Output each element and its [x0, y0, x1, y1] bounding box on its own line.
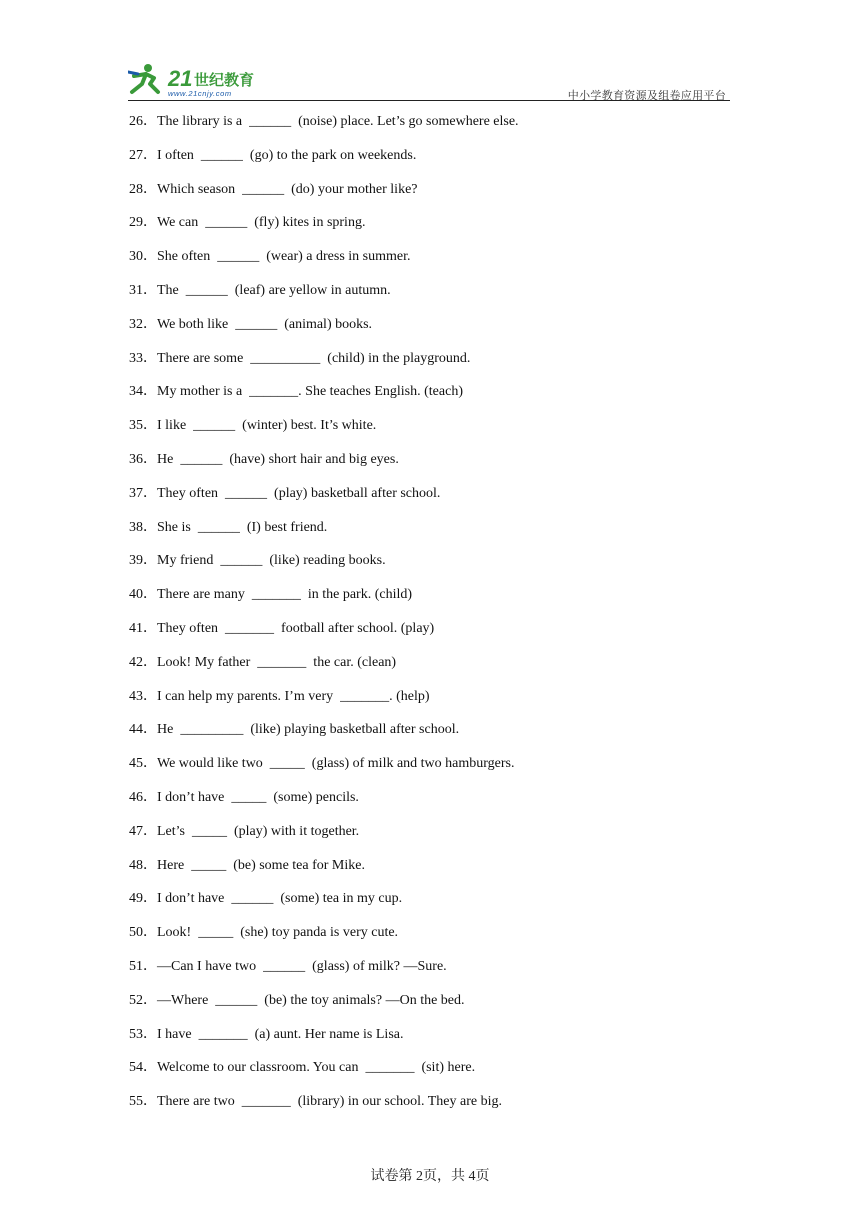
question-text: She is ______ (I) best friend. — [157, 519, 328, 535]
question-item — [129, 517, 749, 551]
question-number: 41． — [129, 620, 157, 636]
question-number: 46． — [129, 789, 157, 805]
question-item — [129, 111, 749, 145]
question-item — [129, 1091, 749, 1125]
question-item — [129, 1057, 749, 1091]
question-text: They often ______ (play) basketball after school. — [157, 485, 441, 501]
question-number: 28． — [129, 181, 157, 197]
question-number: 55． — [129, 1094, 157, 1110]
question-number: 51． — [129, 958, 157, 974]
question-text: My mother is a _______. She teaches English. (teach) — [157, 384, 463, 400]
question-item — [129, 787, 749, 821]
question-number: 48． — [129, 857, 157, 873]
site-logo — [128, 62, 278, 98]
question-number: 26． — [129, 114, 157, 129]
logo-url: www.21cnjy.com — [168, 89, 232, 98]
question-text: We can ______ (fly) kites in spring. — [157, 215, 366, 231]
question-number: 42． — [129, 654, 157, 670]
question-text: —Can I have two ______ (glass) of milk? —Sure. — [157, 958, 447, 974]
question-text: I don’t have ______ (some) tea in my cup. — [157, 891, 403, 907]
question-item — [129, 584, 749, 618]
page-header — [128, 62, 730, 102]
question-number: 52． — [129, 992, 157, 1008]
question-text: My friend ______ (like) reading books. — [157, 553, 386, 569]
question-item — [129, 179, 749, 213]
question-text: The ______ (leaf) are yellow in autumn. — [157, 282, 391, 298]
question-number: 36． — [129, 451, 157, 467]
svg-text:21: 21 — [168, 66, 193, 91]
question-number: 33． — [129, 350, 157, 366]
question-item — [129, 888, 749, 922]
question-item — [129, 314, 749, 348]
question-number: 31． — [129, 282, 157, 298]
page-footer: 试卷第 2页，共 4页 — [370, 1169, 490, 1184]
question-text: He _________ (like) playing basketball after school. — [157, 722, 460, 738]
question-number: 29． — [129, 215, 157, 231]
question-item — [129, 855, 749, 889]
question-text: —Where ______ (be) the toy animals? —On the bed. — [157, 992, 465, 1008]
question-text: I like ______ (winter) best. It’s white. — [157, 418, 377, 434]
question-text: There are many _______ in the park. (child) — [157, 587, 413, 603]
question-text: Welcome to our classroom. You can _______ (sit) here. — [157, 1060, 476, 1076]
question-item — [129, 449, 749, 483]
question-item — [129, 990, 749, 1024]
question-item — [129, 145, 749, 179]
question-number: 34． — [129, 384, 157, 400]
question-number: 44． — [129, 722, 157, 738]
question-number: 45． — [129, 756, 157, 772]
question-item — [129, 550, 749, 584]
question-item — [129, 719, 749, 753]
question-item — [129, 753, 749, 787]
question-item — [129, 483, 749, 517]
question-item — [129, 280, 749, 314]
question-number: 35． — [129, 418, 157, 434]
question-text: I can help my parents. I’m very _______. (help) — [157, 688, 430, 704]
question-text: We both like ______ (animal) books. — [157, 316, 373, 332]
question-number: 47． — [129, 823, 157, 839]
question-text: He ______ (have) short hair and big eyes. — [157, 451, 399, 467]
question-item — [129, 212, 749, 246]
question-item — [129, 381, 749, 415]
question-text: There are two _______ (library) in our school. They are big. — [157, 1094, 502, 1110]
question-text: Here _____ (be) some tea for Mike. — [157, 857, 365, 873]
question-text: Let’s _____ (play) with it together. — [157, 823, 360, 839]
question-text: There are some __________ (child) in the playground. — [157, 350, 471, 366]
question-item — [129, 415, 749, 449]
question-number: 40． — [129, 587, 157, 603]
question-text: Which season ______ (do) your mother like? — [157, 181, 418, 197]
question-number: 38． — [129, 519, 157, 535]
question-item — [129, 686, 749, 720]
question-text: I often ______ (go) to the park on weekends. — [157, 147, 417, 163]
question-number: 32． — [129, 316, 157, 332]
question-text: I don’t have _____ (some) pencils. — [157, 789, 359, 805]
question-text: Look! _____ (she) toy panda is very cute. — [157, 925, 399, 941]
question-item — [129, 348, 749, 382]
question-item — [129, 246, 749, 280]
question-number: 53． — [129, 1026, 157, 1042]
question-item — [129, 1024, 749, 1058]
question-item — [129, 956, 749, 990]
runner-icon — [128, 64, 158, 92]
question-number: 50． — [129, 925, 157, 941]
question-text: They often _______ football after school. (play) — [157, 620, 435, 636]
header-divider — [128, 100, 730, 101]
question-text: The library is a ______ (noise) place. Let’s go somewhere else. — [157, 114, 519, 129]
question-item — [129, 652, 749, 686]
question-number: 49． — [129, 891, 157, 907]
logo-text: 世纪教育 — [194, 71, 255, 89]
question-number: 30． — [129, 249, 157, 265]
question-text: I have _______ (a) aunt. Her name is Lisa. — [157, 1026, 404, 1042]
question-text: Look! My father _______ the car. (clean) — [157, 654, 397, 670]
question-number: 54． — [129, 1060, 157, 1076]
question-number: 39． — [129, 553, 157, 569]
question-number: 43． — [129, 688, 157, 704]
question-item — [129, 618, 749, 652]
question-number: 27． — [129, 147, 157, 163]
question-item — [129, 922, 749, 956]
platform-name: 中小学教育资源及组卷应用平台 — [567, 89, 726, 102]
question-text: She often ______ (wear) a dress in summer. — [157, 249, 411, 265]
question-text: We would like two _____ (glass) of milk and two hamburgers. — [157, 756, 515, 772]
question-list — [129, 111, 749, 1125]
question-number: 37． — [129, 485, 157, 501]
question-item — [129, 821, 749, 855]
